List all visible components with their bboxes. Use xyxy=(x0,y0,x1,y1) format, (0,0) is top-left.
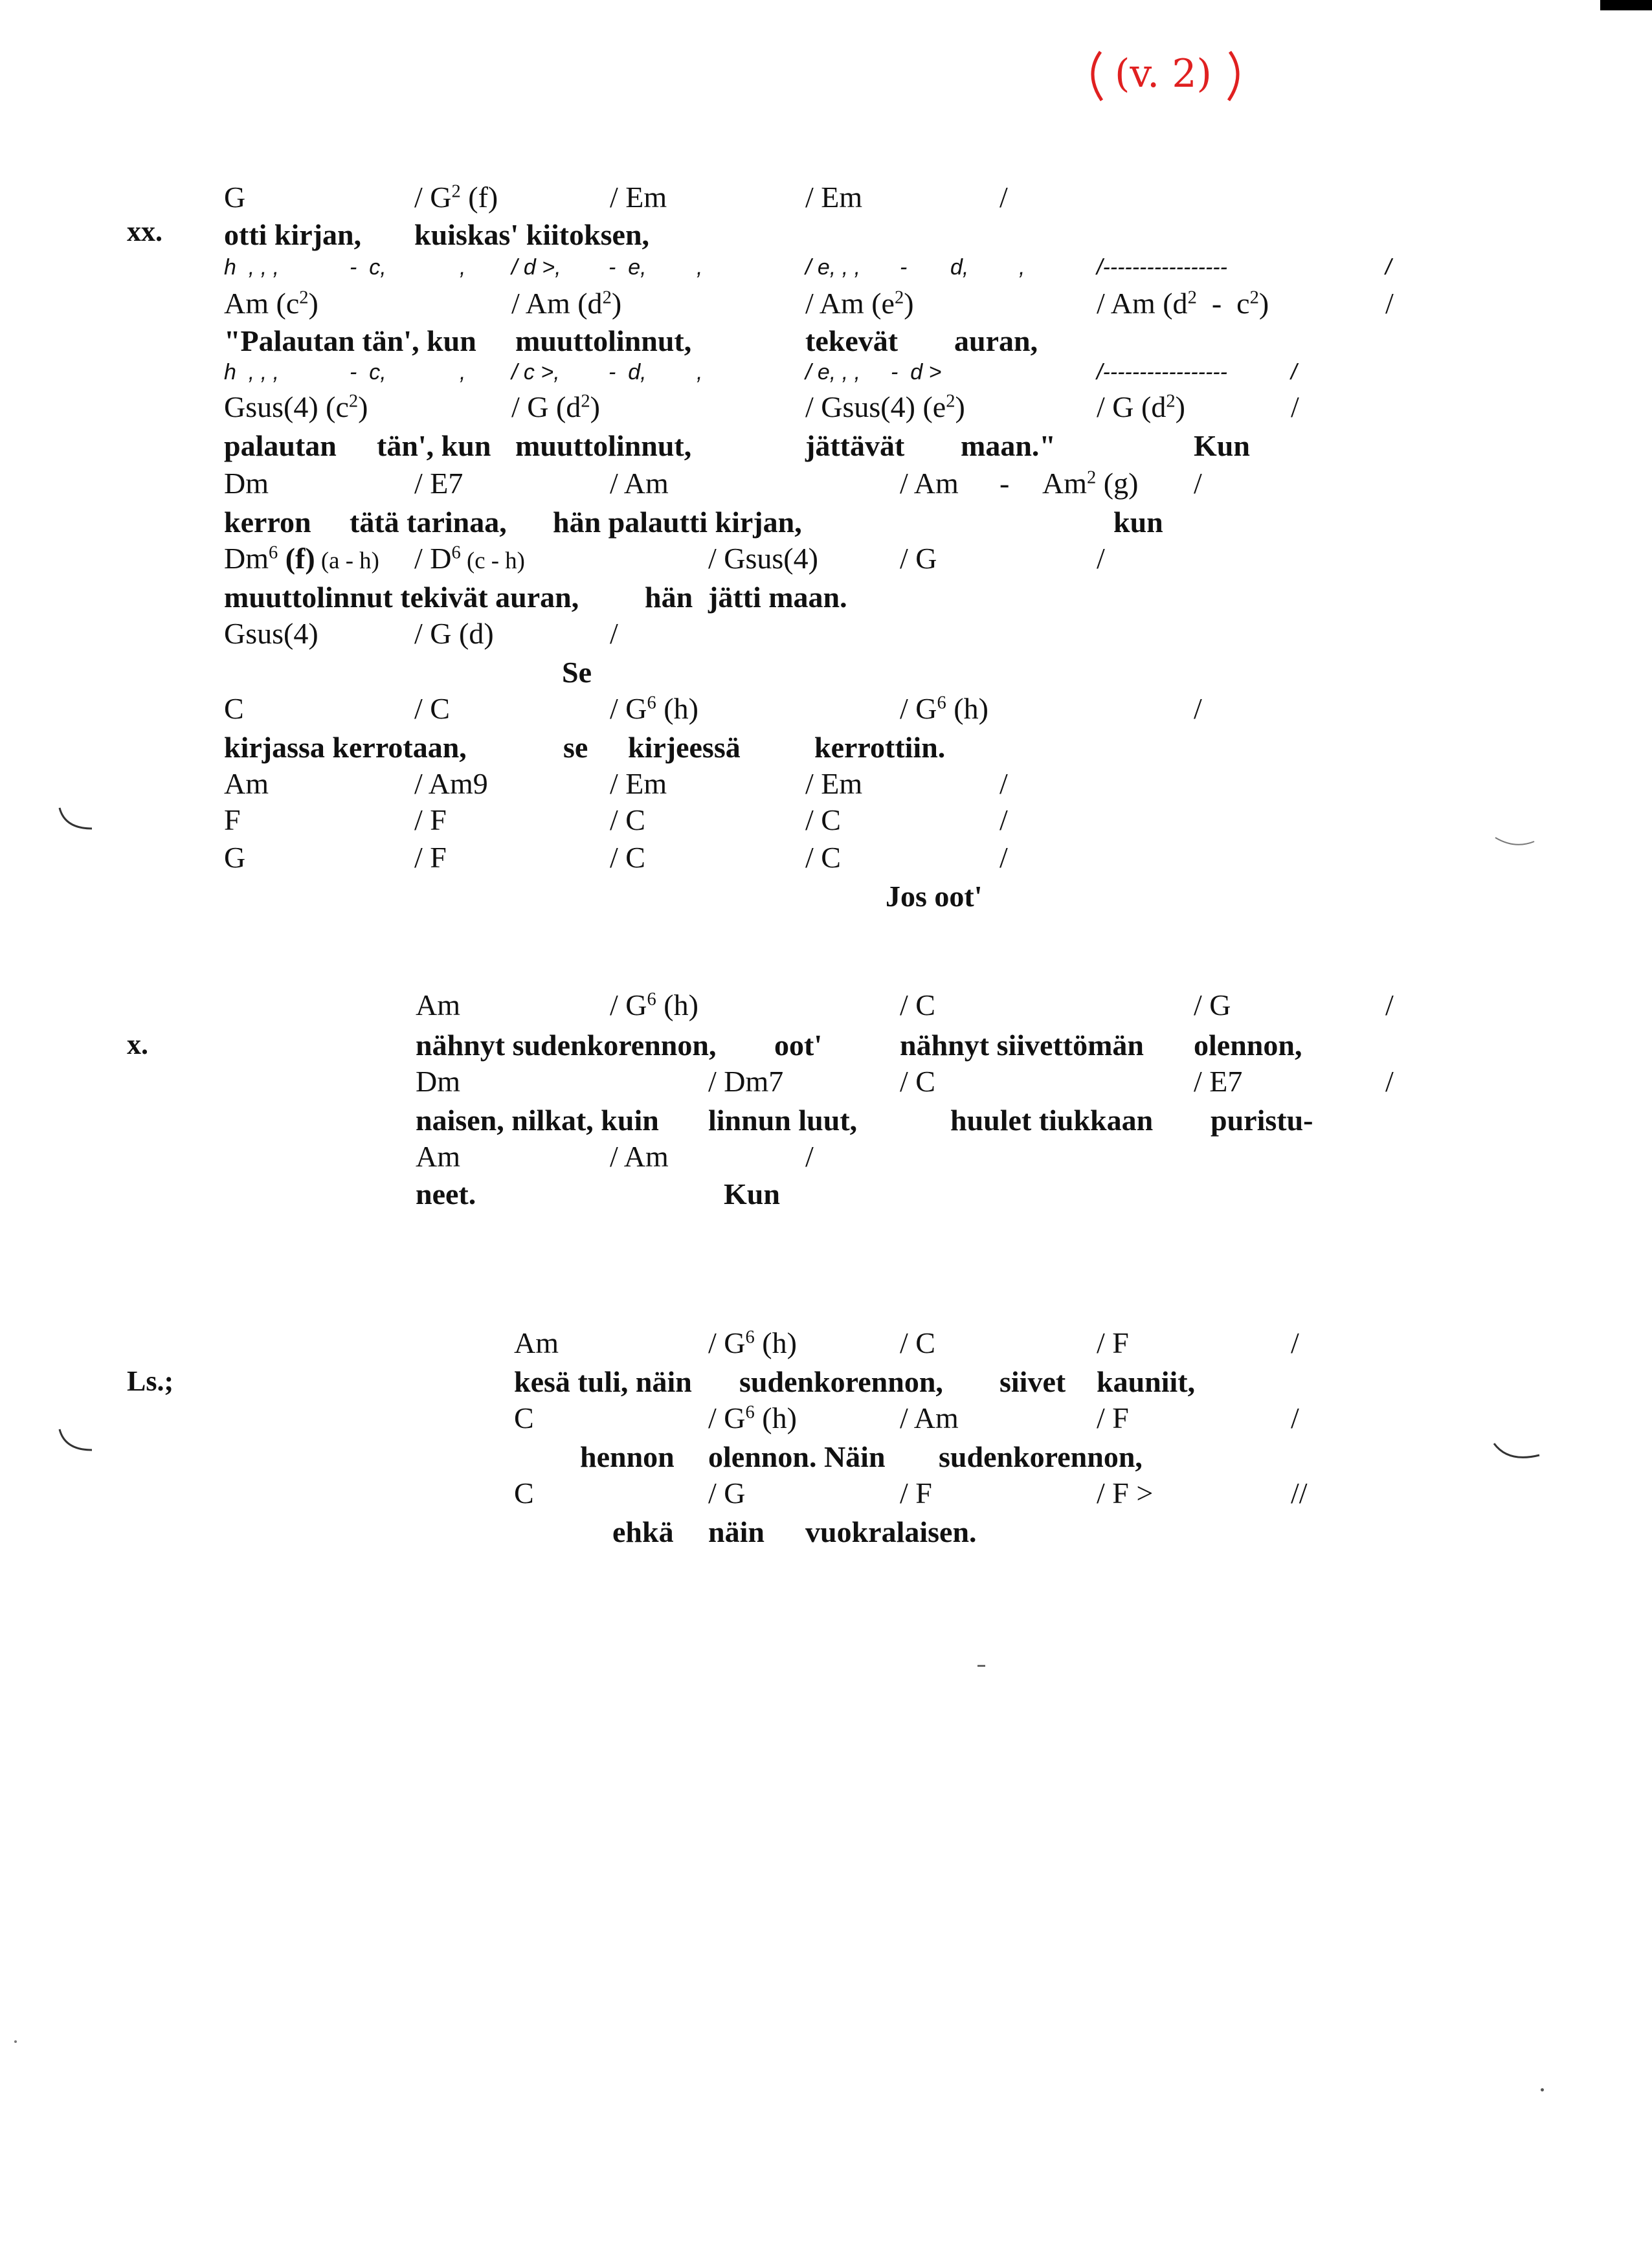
lyric: se xyxy=(563,731,588,764)
lyric: tätä tarinaa, xyxy=(350,506,507,539)
lyric: auran, xyxy=(954,324,1038,357)
lyric: kirjassa kerrotaan, xyxy=(224,731,467,764)
chord: F xyxy=(224,803,241,836)
section-label: Ls.; xyxy=(127,1365,174,1397)
lyric: muuttolinnut, xyxy=(515,324,692,357)
note: d, xyxy=(950,255,969,280)
chord: / G xyxy=(708,1477,746,1510)
chord: / Am9 xyxy=(414,767,488,800)
lyric: nähnyt sudenkorennon, xyxy=(416,1029,717,1062)
note: - d, xyxy=(608,360,647,385)
chord: / E7 xyxy=(414,467,463,500)
note: - c, xyxy=(350,360,386,385)
note: - d > xyxy=(891,360,942,385)
chord: / G $(d^2)$ xyxy=(511,390,600,423)
lyric: palautan xyxy=(224,429,337,462)
chord: / $G^6$ (h) xyxy=(708,1326,797,1359)
lyric: oot' xyxy=(774,1029,823,1062)
bar-line: / xyxy=(1291,390,1299,423)
chord: / Em xyxy=(610,181,667,214)
lyric: Kun xyxy=(724,1177,780,1210)
lyric: kirjeessä xyxy=(628,731,741,764)
chord: / C xyxy=(610,803,645,836)
chord: / $G^6$ (h) xyxy=(610,692,698,725)
bar-line: / xyxy=(1385,988,1394,1021)
chord: Am $(c^2)$ xyxy=(224,287,318,320)
chord: / $G^6$ (h) xyxy=(708,1401,797,1434)
lyric: muuttolinnut, xyxy=(515,429,692,462)
chord: Am xyxy=(416,988,460,1021)
note: , xyxy=(460,360,466,385)
chord: / F xyxy=(900,1477,932,1510)
chord: / Am $(e^2)$ xyxy=(805,287,914,320)
lyric: linnun luut, xyxy=(708,1104,858,1137)
chord: Dm$^6$ (f) (a - h) xyxy=(224,542,379,575)
lyric: jättävät xyxy=(805,429,905,462)
note: - e, xyxy=(608,255,647,280)
lyric: naisen, nilkat, kuin xyxy=(416,1104,659,1137)
scan-speck xyxy=(14,2040,17,2043)
note: / xyxy=(1291,360,1297,385)
chord: / C xyxy=(900,1065,935,1098)
lyric: maan." xyxy=(961,429,1056,462)
note: / d >, xyxy=(511,255,561,280)
chord: C xyxy=(224,692,244,725)
note: - c, xyxy=(350,255,386,280)
chord: / C xyxy=(414,692,450,725)
chord: Dm xyxy=(416,1065,460,1098)
lyric: tekevät xyxy=(805,324,899,357)
note: h , , , xyxy=(224,255,280,280)
chord: C xyxy=(514,1477,534,1510)
bar-line: / xyxy=(610,617,618,650)
lyric: puristu- xyxy=(1211,1104,1313,1137)
chord: / F > xyxy=(1097,1477,1154,1510)
chord: / G $(d^2)$ xyxy=(1097,390,1185,423)
note: / e, , , xyxy=(805,255,861,280)
hole-mark-left-lower xyxy=(52,1424,104,1463)
scan-speck xyxy=(977,1665,985,1667)
chord: / Am xyxy=(900,467,959,500)
bar-line: / xyxy=(805,1140,814,1173)
lyric: Se xyxy=(562,656,592,689)
lyric: kun xyxy=(1113,506,1163,539)
note: h , , , xyxy=(224,360,280,385)
lyric: kuiskas' kiitoksen, xyxy=(414,218,650,251)
note: - xyxy=(900,255,908,280)
lyric: "Palautan tän', kun xyxy=(224,324,476,357)
hole-mark-right-lower xyxy=(1489,1437,1547,1476)
chord: / Am xyxy=(610,467,669,500)
bar-line: / xyxy=(999,803,1008,836)
bar-line: / xyxy=(1291,1401,1299,1434)
lyric: kesä tuli, näin xyxy=(514,1365,692,1398)
lyric: hän palautti kirjan, xyxy=(553,506,802,539)
scan-edge-mark xyxy=(1600,0,1652,10)
lyric: neet. xyxy=(416,1177,476,1210)
chord: G xyxy=(224,841,246,874)
bar-line: / xyxy=(1097,542,1105,575)
chord: Gsus(4) $(c^2)$ xyxy=(224,390,368,423)
chord: Am xyxy=(514,1326,559,1359)
lyric: tän', kun xyxy=(377,429,491,462)
lyric: Jos oot' xyxy=(886,880,983,913)
chord: / Dm7 xyxy=(708,1065,784,1098)
lyric: muuttolinnut tekivät auran, xyxy=(224,581,579,614)
chord: Gsus(4) xyxy=(224,617,318,650)
chord: - xyxy=(999,467,1010,500)
chord: / C xyxy=(900,1326,935,1359)
lyric: nähnyt siivettömän xyxy=(900,1029,1144,1062)
note: , xyxy=(697,360,703,385)
lyric: hän xyxy=(645,581,693,614)
chord: / Gsus(4) xyxy=(708,542,818,575)
lyric: olennon, xyxy=(1194,1029,1302,1062)
note: / xyxy=(1385,255,1392,280)
lyric: sudenkorennon, xyxy=(739,1365,943,1398)
bar-line: / xyxy=(1194,692,1202,725)
chord: / F xyxy=(414,841,447,874)
lyric: hennon xyxy=(580,1440,675,1473)
bar-line: / xyxy=(1194,467,1202,500)
note: /----------------- xyxy=(1097,255,1227,280)
section-label: x. xyxy=(127,1029,148,1060)
bar-line: / xyxy=(999,841,1008,874)
chord: / C xyxy=(805,803,841,836)
chord: G xyxy=(224,181,246,214)
scan-speck xyxy=(1541,2088,1544,2091)
lyric: ehkä xyxy=(612,1515,674,1548)
note: , xyxy=(460,255,466,280)
chord: / C xyxy=(900,988,935,1021)
chord: / G xyxy=(900,542,937,575)
bar-line: / xyxy=(999,767,1008,800)
lyric: siivet xyxy=(999,1365,1066,1398)
lyric: näin xyxy=(708,1515,765,1548)
chord: / Am $(d^2)$ xyxy=(511,287,622,320)
chord: / Am $(d^2 - c^2)$ xyxy=(1097,287,1269,320)
note: , xyxy=(697,255,703,280)
lyric: huulet tiukkaan xyxy=(950,1104,1154,1137)
hole-mark-right-upper xyxy=(1489,829,1541,861)
lyric: otti kirjan, xyxy=(224,218,362,251)
lyric: olennon. Näin xyxy=(708,1440,886,1473)
note: / e, , , xyxy=(805,360,861,385)
lyric: kauniit, xyxy=(1097,1365,1196,1398)
chord: Dm xyxy=(224,467,269,500)
chord: / Em xyxy=(805,181,863,214)
chord: Am xyxy=(416,1140,460,1173)
bar-line: / xyxy=(1291,1326,1299,1359)
lyric: jätti maan. xyxy=(708,581,847,614)
chord: / Am xyxy=(610,1140,669,1173)
chord: Am$^2$ (g) xyxy=(1042,467,1139,500)
chord: / Gsus(4) $(e^2)$ xyxy=(805,390,965,423)
chord: / $G^6$ (h) xyxy=(610,988,698,1021)
chord: / Em xyxy=(805,767,863,800)
chord: / F xyxy=(1097,1401,1129,1434)
chord: / Am xyxy=(900,1401,959,1434)
lyric: kerrottiin. xyxy=(814,731,946,764)
chord: / C xyxy=(610,841,645,874)
lyric: Kun xyxy=(1194,429,1250,462)
note: / c >, xyxy=(511,360,560,385)
chord: / $G^6$ (h) xyxy=(900,692,988,725)
chord: / F xyxy=(1097,1326,1129,1359)
chord: / E7 xyxy=(1194,1065,1243,1098)
version-note-text: (v. 2) xyxy=(1115,51,1212,96)
bar-line: / xyxy=(1385,287,1394,320)
bar-line: / xyxy=(999,181,1008,214)
chord: / Em xyxy=(610,767,667,800)
section-label: xx. xyxy=(127,216,162,247)
bar-line: / xyxy=(1385,1065,1394,1098)
hole-mark-left-upper xyxy=(52,803,104,842)
note: , xyxy=(1019,255,1025,280)
chord: Am xyxy=(224,767,269,800)
note: /----------------- xyxy=(1097,360,1227,385)
chord: / G (d) xyxy=(414,617,494,650)
bar-line: // xyxy=(1291,1477,1308,1510)
chord: / C xyxy=(805,841,841,874)
lyric: vuokralaisen. xyxy=(805,1515,977,1548)
chord: C xyxy=(514,1401,534,1434)
chord: / F xyxy=(414,803,447,836)
lyric: sudenkorennon, xyxy=(939,1440,1143,1473)
chord: / G xyxy=(1194,988,1231,1021)
chord: / $D^6$ (c - h) xyxy=(414,542,525,575)
lyric: kerron xyxy=(224,506,311,539)
chord: / $G^2$ (f) xyxy=(414,181,498,214)
